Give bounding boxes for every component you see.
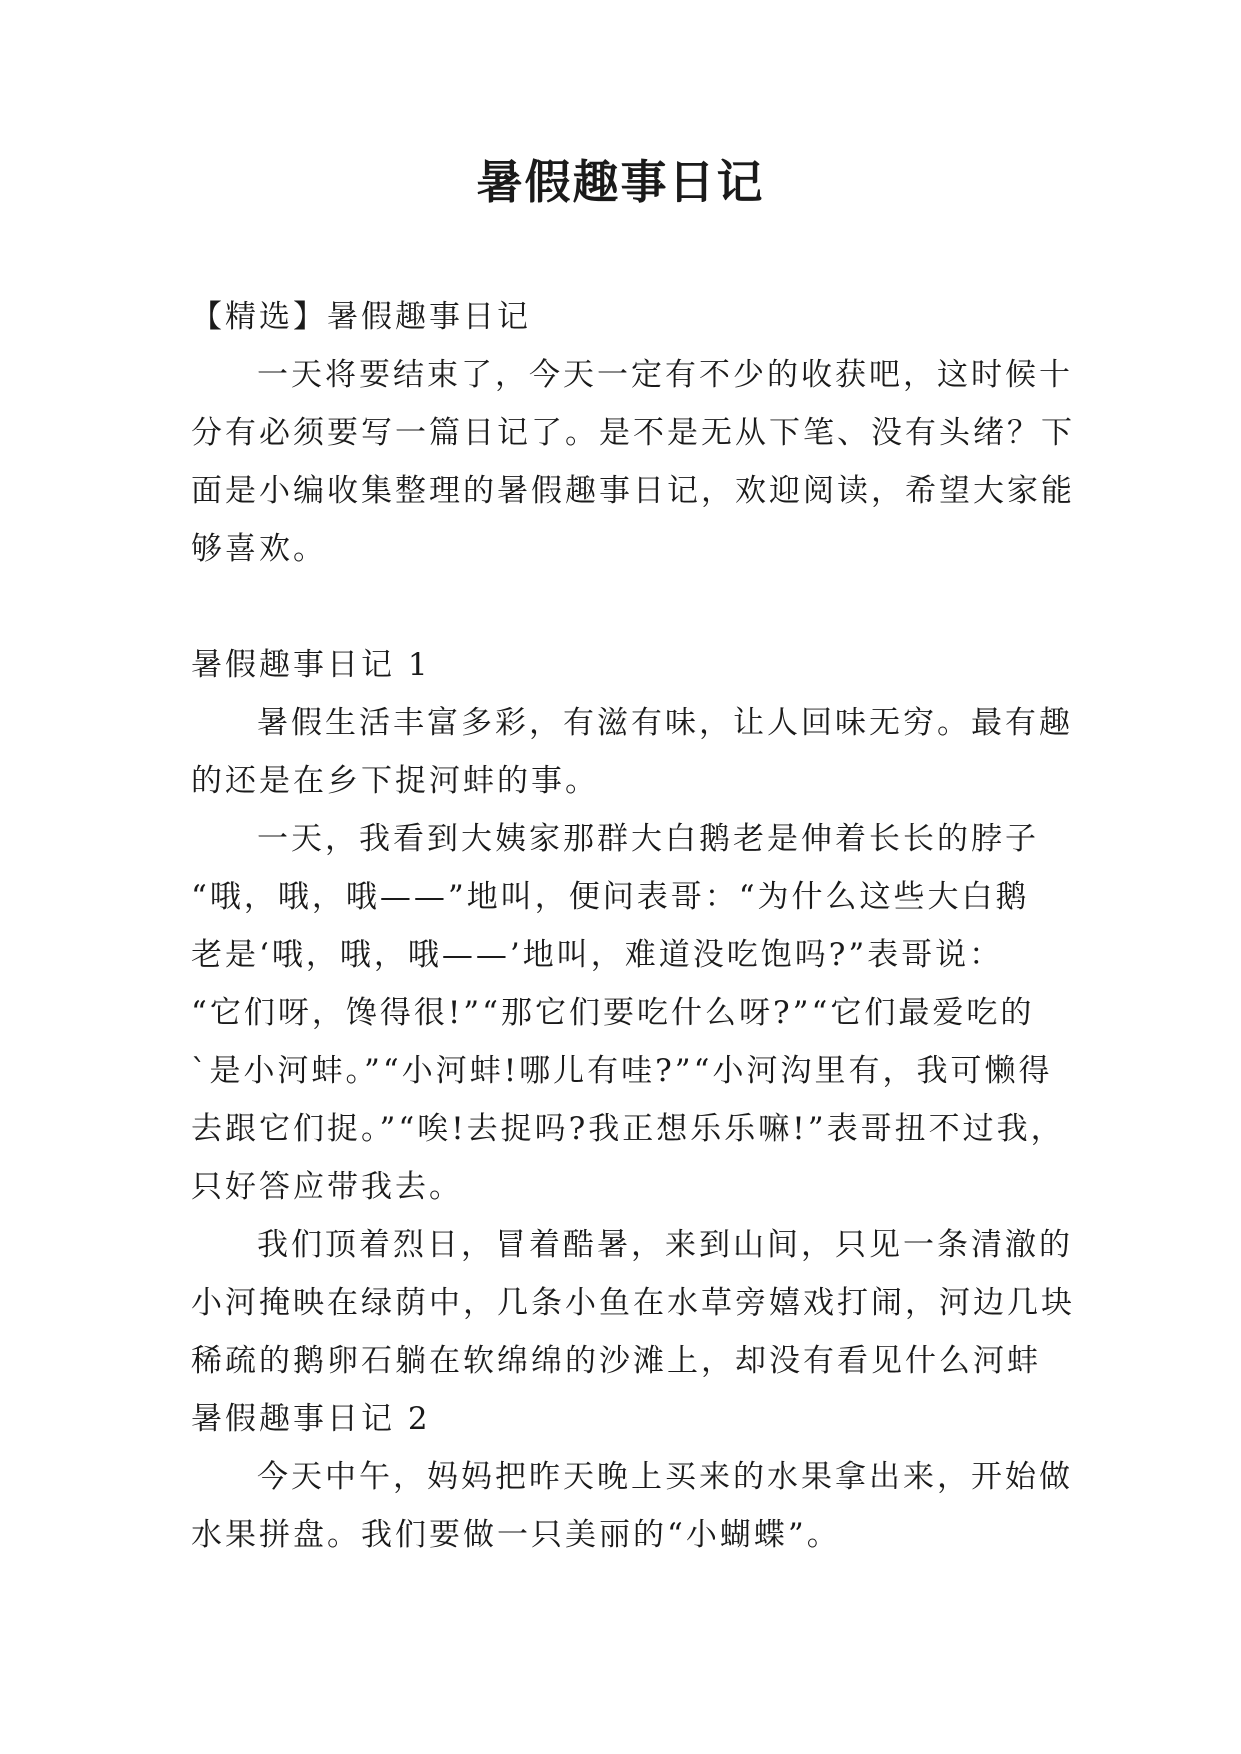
paragraph-line: 老是‘哦，哦，哦——’地叫，难道没吃饱吗?”表哥说： xyxy=(191,937,1004,973)
diary-1-heading: 暑假趣事日记 1 xyxy=(191,647,431,683)
paragraph-line: “它们呀，馋得很!”“那它们要吃什么呀?”“它们最爱吃的 xyxy=(191,995,1035,1031)
paragraph-line: 小河掩映在绿荫中，几条小鱼在水草旁嬉戏打闹，河边几块 xyxy=(191,1285,1075,1321)
paragraph-line: “哦，哦，哦——”地叫，便问表哥：“为什么这些大白鹅 xyxy=(191,879,1030,915)
paragraph-line: 我们顶着烈日，冒着酷暑，来到山间，只见一条清澈的 xyxy=(257,1227,1073,1263)
paragraph-line: 去跟它们捉。”“唉!去捉吗?我正想乐乐嘛!”表哥扭不过我， xyxy=(191,1111,1065,1147)
paragraph-line: `是小河蚌。”“小河蚌!哪儿有哇?”“小河沟里有，我可懒得 xyxy=(191,1053,1053,1089)
paragraph-line: 暑假生活丰富多彩，有滋有味，让人回味无穷。最有趣 xyxy=(257,705,1073,741)
paragraph-line: 水果拼盘。我们要做一只美丽的“小蝴蝶”。 xyxy=(191,1517,841,1553)
document-body xyxy=(191,288,1075,1564)
section-spacer xyxy=(191,578,1053,636)
paragraph-line: 的还是在乡下捉河蚌的事。 xyxy=(191,763,599,799)
paragraph-line: 只好答应带我去。 xyxy=(191,1169,463,1205)
intro-paragraph-line: 面是小编收集整理的暑假趣事日记，欢迎阅读，希望大家能 xyxy=(191,473,1075,509)
diary-2-heading: 暑假趣事日记 2 xyxy=(191,1401,431,1437)
paragraph-line: 今天中午，妈妈把昨天晚上买来的水果拿出来，开始做 xyxy=(257,1459,1073,1495)
paragraph-line: 稀疏的鹅卵石躺在软绵绵的沙滩上，却没有看见什么河蚌 xyxy=(191,1343,1041,1379)
paragraph-line: 一天，我看到大姨家那群大白鹅老是伸着长长的脖子 xyxy=(257,821,1039,857)
intro-paragraph-line: 一天将要结束了，今天一定有不少的收获吧，这时候十 xyxy=(257,357,1073,393)
intro-paragraph-line: 够喜欢。 xyxy=(191,531,327,567)
document-title: 暑假趣事日记 xyxy=(476,155,765,209)
intro-paragraph-line: 分有必须要写一篇日记了。是不是无从下笔、没有头绪？下 xyxy=(191,415,1075,451)
intro-heading: 【精选】暑假趣事日记 xyxy=(191,299,531,335)
